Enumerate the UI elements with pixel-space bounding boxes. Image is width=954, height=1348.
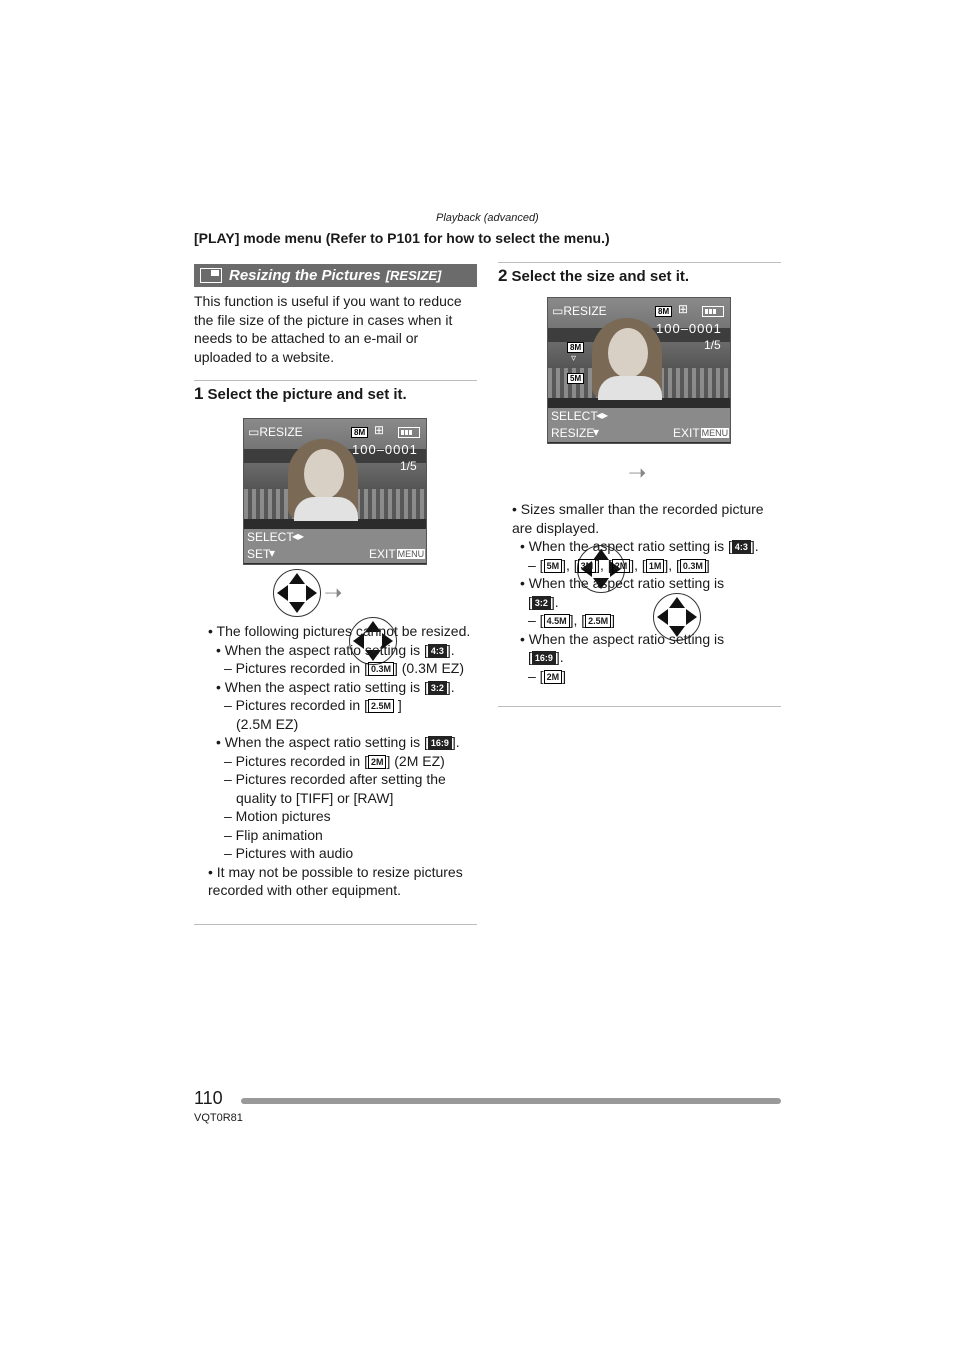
- size-list: – [ 2M ]: [528, 667, 566, 684]
- camera-screen-1: [243, 418, 427, 565]
- step-label: Select the picture and set it.: [207, 386, 407, 403]
- list-item: • When the aspect ratio setting is [ 16:9 ].: [216, 734, 460, 750]
- list-item: – Flip animation: [224, 826, 323, 843]
- mode-label: ▭RESIZE: [552, 304, 607, 318]
- step-1-heading: [194, 384, 407, 404]
- mode-label: ▭RESIZE: [248, 425, 303, 439]
- list-item: [ 16:9 ].: [528, 649, 564, 665]
- list-item: – Pictures recorded in [ 0.3M ] (0.3M EZ): [224, 660, 464, 676]
- menu-heading: [PLAY] mode menu (Refer to P101 for how to select the menu.): [194, 230, 610, 246]
- list-item: • When the aspect ratio setting is [ 4:3 ].: [216, 641, 455, 658]
- intro-text: This function is useful if you want to reduce the file size of the picture in cases when it needs to be attached to an e-mail or uploaded to a website.: [194, 293, 462, 365]
- size-badge: 8M: [351, 427, 368, 438]
- camera-screen-2: [547, 297, 731, 444]
- size-list: – [ 5M ], [ 3M ], [ 2M ], [ 1M ], [ 0.3M ]: [528, 556, 710, 573]
- image-count: 1/5: [400, 459, 417, 473]
- divider: [194, 380, 477, 381]
- page-number: 110: [194, 1088, 223, 1108]
- list-item: (2.5M EZ): [236, 715, 299, 732]
- list-item: • It may not be possible to resize pictures recorded with other equipment.: [208, 863, 463, 898]
- battery-icon: [702, 306, 724, 317]
- list-item: – Pictures recorded after setting the: [224, 771, 446, 787]
- step2-notes: [512, 500, 780, 685]
- divider: [194, 924, 477, 925]
- list-item: – Pictures with audio: [224, 845, 354, 861]
- menu-bar-resize: RESIZE ▾ EXIT MENU: [548, 425, 730, 442]
- menu-bar-set: SET ▾ EXIT MENU: [244, 546, 426, 563]
- file-number: 100–0001: [656, 321, 722, 336]
- step1-notes: [208, 622, 476, 900]
- file-number: 100–0001: [352, 442, 418, 457]
- size-list: – [ 4.5M ], [ 2.5M ]: [528, 612, 616, 628]
- list-item: • When the aspect ratio setting is [ 4:3 ].: [520, 538, 759, 554]
- size-badge: 8M: [655, 306, 672, 317]
- list-item: • Sizes smaller than the recorded picture are displayed.: [512, 501, 764, 536]
- arrow-icon: ➝: [628, 460, 647, 485]
- quality-icon: ⊞: [374, 423, 385, 437]
- battery-icon: [398, 427, 420, 438]
- step-2-heading: [498, 266, 689, 286]
- step-label: Select the size and set it.: [511, 268, 690, 285]
- divider: [498, 262, 781, 263]
- list-item: • When the aspect ratio setting is [ 3:2 ].: [216, 678, 455, 695]
- document-code: VQT0R81: [194, 1112, 243, 1124]
- list-item: [ 3:2 ].: [528, 593, 559, 610]
- step-number: 2: [498, 266, 508, 285]
- list-item: quality to [TIFF] or [RAW]: [236, 789, 394, 806]
- list-item: – Motion pictures: [224, 808, 331, 824]
- list-item: – Pictures recorded in [ 2.5M ]: [224, 697, 402, 713]
- section-title: Resizing the Pictures: [229, 267, 381, 284]
- arrow-icon: ➝: [324, 580, 343, 605]
- dpad-left-right: [273, 569, 321, 617]
- resize-icon: [200, 268, 222, 283]
- step-number: 1: [194, 384, 204, 403]
- section-title-bar: [194, 264, 477, 287]
- list-item: • When the aspect ratio setting is: [520, 630, 725, 647]
- size-option-current[interactable]: 8M: [567, 342, 584, 353]
- menu-bar-select: SELECT ◂▸: [244, 529, 426, 546]
- size-option-selected[interactable]: 5M: [567, 373, 584, 384]
- list-item: – Pictures recorded in [ 2M ] (2M EZ): [224, 752, 445, 769]
- footer-rule: [241, 1098, 781, 1104]
- running-title: Playback (advanced): [436, 212, 539, 224]
- down-arrow-icon: ▿: [571, 353, 577, 364]
- divider: [498, 706, 781, 707]
- section-title-tag: [RESIZE]: [385, 268, 442, 283]
- list-item: • The following pictures cannot be resized.: [208, 623, 471, 639]
- menu-bar-select: SELECT ◂▸: [548, 408, 730, 425]
- quality-icon: ⊞: [678, 302, 689, 316]
- list-item: • When the aspect ratio setting is: [520, 575, 725, 591]
- image-count: 1/5: [704, 338, 721, 352]
